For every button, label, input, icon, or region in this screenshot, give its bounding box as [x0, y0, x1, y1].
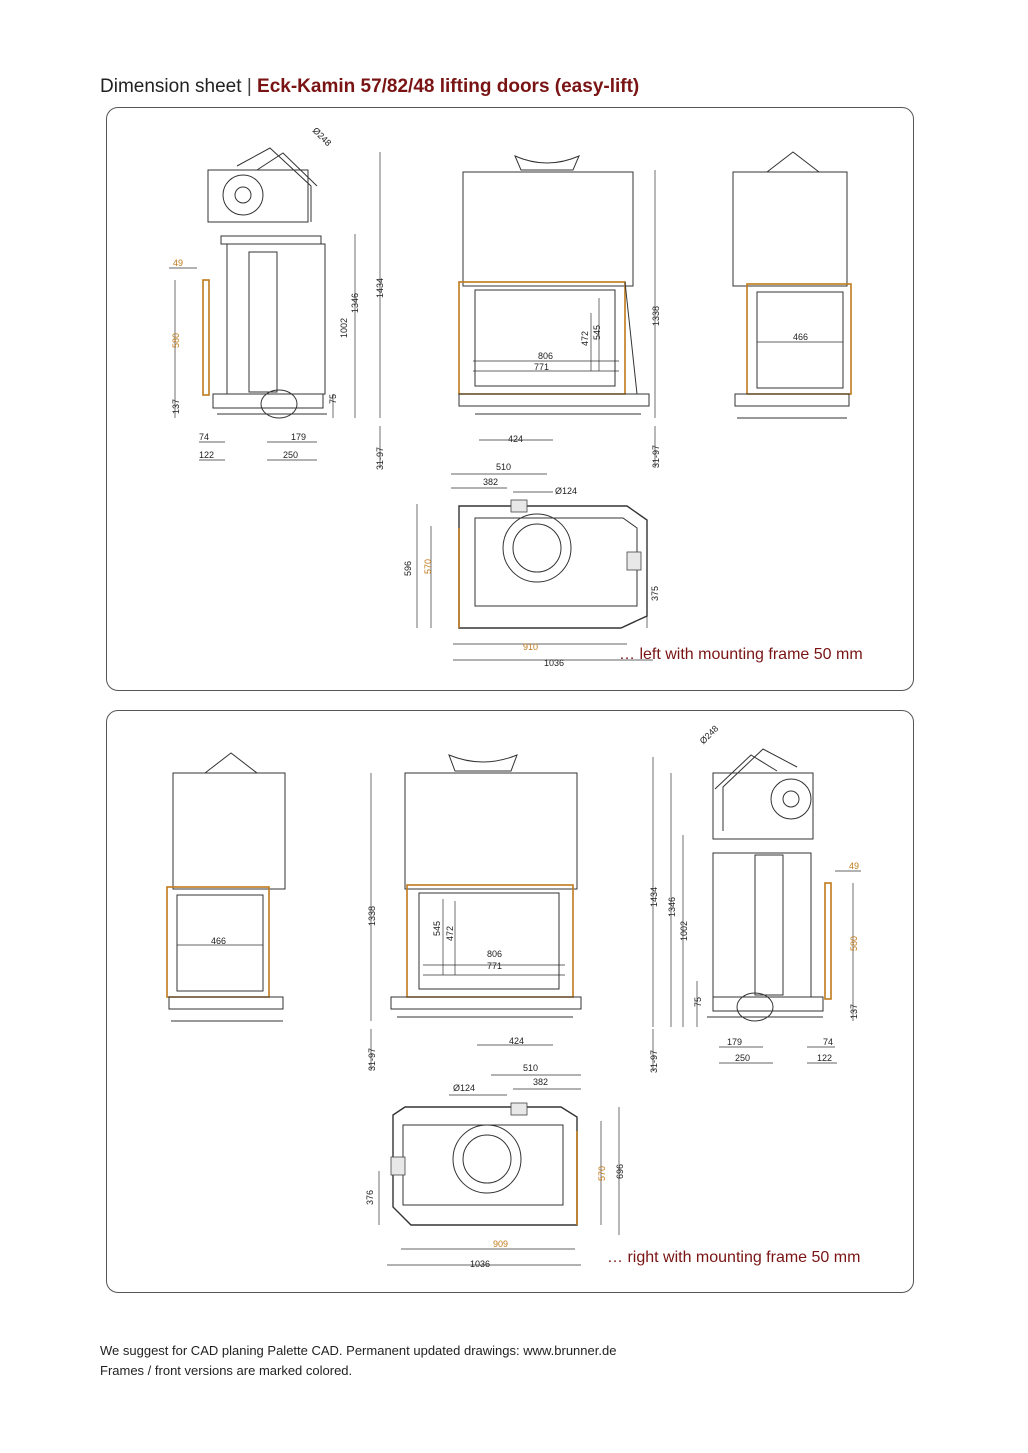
left-end-view	[733, 152, 851, 418]
dim-front-3197: 31-97	[651, 444, 661, 468]
left-version-drawings	[107, 108, 913, 690]
dim-width-74: 74	[199, 432, 210, 442]
right-plan-view	[365, 1063, 625, 1269]
dim-plan-596: 596	[403, 560, 413, 576]
dim-width-74: 74	[823, 1037, 834, 1047]
dim-end-466: 466	[211, 936, 227, 946]
panel-right-version	[106, 710, 914, 1293]
dim-front-545: 545	[592, 324, 602, 340]
panel-left-version	[106, 107, 914, 691]
side-body	[713, 853, 811, 997]
dim-height-75: 75	[693, 996, 703, 1007]
dim-width-122: 122	[199, 450, 215, 460]
dim-height-1346: 1346	[350, 292, 360, 313]
dim-plan-d124: Ø124	[453, 1083, 476, 1093]
end-top-housing	[733, 172, 847, 286]
right-side-view	[649, 723, 861, 1073]
dim-width-250: 250	[283, 450, 299, 460]
dim-width-179: 179	[291, 432, 307, 442]
dim-height-1434: 1434	[649, 886, 659, 907]
dim-front-545: 545	[432, 920, 442, 936]
dim-plan-375: 375	[650, 585, 660, 601]
dim-front-806: 806	[487, 949, 503, 959]
title-prefix: Dimension sheet	[100, 76, 242, 97]
plan-body	[459, 506, 647, 628]
dim-height-3197: 31-97	[649, 1049, 659, 1073]
title-separator: |	[246, 76, 252, 97]
dim-front-806: 806	[538, 351, 554, 361]
dim-height-75: 75	[328, 393, 338, 404]
front-top-housing	[463, 172, 633, 286]
dim-front-472: 472	[580, 330, 590, 346]
title-model: Eck-Kamin 57/82/48 lifting doors (easy-lift)	[257, 76, 640, 97]
dim-front-771: 771	[487, 961, 503, 971]
dim-plan-910: 910	[523, 642, 539, 652]
dim-plan-d124: Ø124	[555, 486, 578, 496]
front-door-glass	[419, 893, 559, 989]
dim-height-3197: 31-97	[375, 446, 385, 470]
footer-cad-note: We suggest for CAD planing Palette CAD. Permanent updated drawings: www.brunner.de	[100, 1343, 617, 1358]
dim-plan-1036: 1036	[470, 1259, 491, 1269]
dim-front-1338: 1338	[651, 305, 661, 326]
dim-plan-382: 382	[483, 477, 499, 487]
caption-right-version: … right with mounting frame 50 mm	[607, 1249, 861, 1266]
dim-front-424: 424	[508, 434, 524, 444]
dim-front-424: 424	[509, 1036, 525, 1046]
side-body	[227, 244, 325, 394]
dim-height-1346: 1346	[667, 896, 677, 917]
front-mount-frame	[407, 885, 573, 997]
dim-frame-580: 580	[171, 332, 181, 348]
side-fan-circle	[223, 175, 263, 215]
dim-width-250: 250	[735, 1053, 751, 1063]
front-top-housing	[405, 773, 577, 889]
dim-plan-909: 909	[493, 1239, 509, 1249]
end-top-housing	[173, 773, 285, 889]
left-plan-view	[403, 462, 660, 668]
dim-plan-570: 570	[423, 558, 433, 574]
dim-width-179: 179	[727, 1037, 743, 1047]
right-end-view	[167, 753, 285, 1021]
caption-left-version: … left with mounting frame 50 mm	[619, 646, 863, 663]
dim-frame-49: 49	[849, 861, 860, 871]
dim-flue-diameter: Ø248	[697, 723, 721, 747]
dim-plan-510: 510	[523, 1063, 539, 1073]
sheet-title	[100, 76, 639, 98]
footer-color-note: Frames / front versions are marked colored.	[100, 1363, 353, 1378]
dim-plan-1036: 1036	[544, 658, 565, 668]
front-flue-collar	[515, 156, 579, 170]
dim-plan-376: 376	[365, 1189, 375, 1205]
dim-height-137: 137	[171, 398, 181, 414]
dim-end-466: 466	[793, 332, 809, 342]
dim-height-1434: 1434	[375, 277, 385, 298]
dim-front-472: 472	[445, 925, 455, 941]
right-version-drawings	[107, 711, 913, 1292]
front-flue-collar	[449, 755, 517, 771]
right-front-view	[367, 755, 581, 1071]
dim-height-1002: 1002	[679, 920, 689, 941]
side-mount-frame	[203, 280, 209, 395]
dim-front-3197: 31-97	[367, 1047, 377, 1071]
dim-flue-diameter: Ø248	[310, 125, 334, 149]
dim-plan-382: 382	[533, 1077, 549, 1087]
side-fan-circle	[771, 779, 811, 819]
dim-plan-510: 510	[496, 462, 512, 472]
dim-frame-49: 49	[173, 258, 184, 268]
dim-height-1002: 1002	[339, 317, 349, 338]
dim-plan-696: 696	[615, 1163, 625, 1179]
dim-front-771: 771	[534, 362, 550, 372]
left-front-view	[459, 156, 661, 468]
dim-height-137: 137	[849, 1003, 859, 1019]
dim-width-122: 122	[817, 1053, 833, 1063]
dim-frame-580: 580	[849, 935, 859, 951]
left-side-view	[169, 125, 385, 470]
side-mount-frame	[825, 883, 831, 999]
dim-plan-570: 570	[597, 1165, 607, 1181]
dim-front-1338: 1338	[367, 905, 377, 926]
